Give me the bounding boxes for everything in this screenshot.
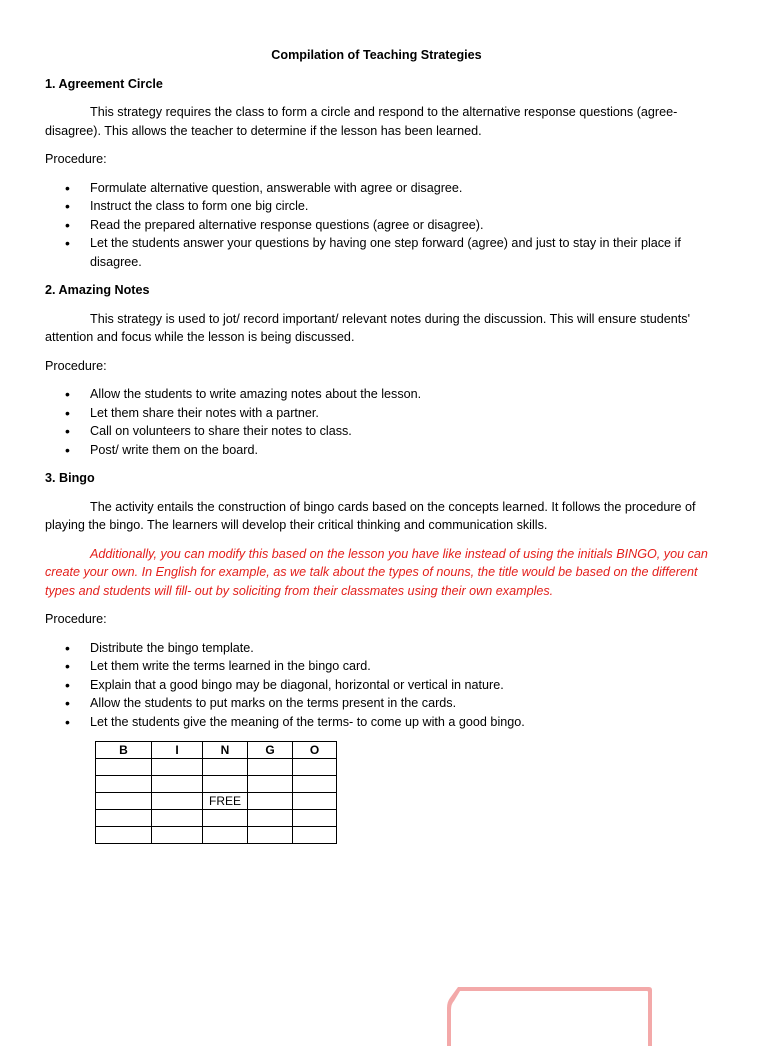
bingo-cell (293, 827, 337, 844)
section-heading-agreement-circle: 1. Agreement Circle (45, 76, 163, 91)
bingo-cell (203, 776, 248, 793)
stamp-icon (446, 986, 653, 1046)
table-row (96, 793, 337, 810)
bingo-cell-free: FREE (203, 793, 248, 810)
document-page (45, 46, 708, 844)
section-intro-amazing-notes: This strategy is used to jot/ record important/ relevant notes during the discussion. This will ensure students' attention and focus while the lesson is being discussed. (45, 311, 690, 344)
bingo-cell (248, 827, 293, 844)
bingo-header-cell: G (248, 742, 293, 759)
bingo-cell (152, 810, 203, 827)
procedure-step: • Read the prepared alternative response questions (agree or disagree). (45, 216, 708, 235)
bingo-header-cell: I (152, 742, 203, 759)
bingo-cell (248, 810, 293, 827)
section-note-bingo: Additionally, you can modify this based on the lesson you have like instead of using the initials BINGO, you can create your own. In English for example, as we talk about the types of nouns, the title would be based on the different types and students will fill- out by soliciting from their classmates using their own examples. (45, 546, 708, 598)
bingo-cell (96, 827, 152, 844)
section-intro-bingo: The activity entails the construction of bingo cards based on the concepts learned. It follows the procedure of playing the bingo. The learners will develop their critical thinking and communication skills. (45, 499, 696, 532)
bingo-cell (293, 793, 337, 810)
bingo-cell (152, 827, 203, 844)
procedure-step: • Formulate alternative question, answerable with agree or disagree. (45, 179, 708, 198)
section-intro-agreement-circle: This strategy requires the class to form a circle and respond to the alternative response questions (agree-disagree). This allows the teacher to determine if the lesson has been learned. (45, 105, 678, 138)
bingo-table (95, 741, 337, 844)
procedure-step: • Let the students give the meaning of the terms- to come up with a good bingo. (45, 713, 708, 732)
bingo-cell (248, 776, 293, 793)
bingo-cell (293, 776, 337, 793)
procedure-label: Procedure: (45, 612, 107, 626)
procedure-step: • Let them share their notes with a partner. (45, 404, 708, 423)
procedure-label: Procedure: (45, 152, 107, 166)
section-heading-bingo: 3. Bingo (45, 471, 95, 485)
table-row (96, 759, 337, 776)
procedure-step: • Allow the students to write amazing notes about the lesson. (45, 385, 708, 404)
bingo-cell (152, 793, 203, 810)
table-row (96, 776, 337, 793)
bingo-header-cell: O (293, 742, 337, 759)
bingo-cell (96, 793, 152, 810)
bingo-cell (96, 759, 152, 776)
bingo-cell (96, 776, 152, 793)
bingo-cell (203, 810, 248, 827)
bingo-cell (203, 827, 248, 844)
procedure-step: • Post/ write them on the board. (45, 441, 708, 460)
procedure-step: • Instruct the class to form one big circle. (45, 197, 708, 216)
table-row (96, 827, 337, 844)
section-heading-amazing-notes: 2. Amazing Notes (45, 283, 150, 297)
bingo-cell (248, 759, 293, 776)
procedure-label: Procedure: (45, 358, 107, 373)
document-title: Compilation of Teaching Strategies (271, 48, 482, 62)
bingo-cell (152, 776, 203, 793)
bingo-cell (152, 759, 203, 776)
procedure-step: • Explain that a good bingo may be diagonal, horizontal or vertical in nature. (45, 676, 708, 695)
procedure-step: • Let them write the terms learned in the bingo card. (45, 657, 708, 676)
procedure-step: • Allow the students to put marks on the terms present in the cards. (45, 694, 708, 713)
bingo-cell (293, 810, 337, 827)
bingo-header-cell: N (203, 742, 248, 759)
bingo-cell (248, 793, 293, 810)
bingo-header-row (96, 742, 337, 759)
table-row (96, 810, 337, 827)
bingo-header-cell: B (96, 742, 152, 759)
procedure-list-bingo (45, 639, 708, 732)
bingo-cell (293, 759, 337, 776)
procedure-list-agreement-circle (45, 179, 708, 272)
bingo-cell (203, 759, 248, 776)
bingo-cell (96, 810, 152, 827)
procedure-step: • Call on volunteers to share their notes to class. (45, 422, 708, 441)
procedure-step: • Distribute the bingo template. (45, 639, 708, 658)
procedure-step: • Let the students answer your questions by having one step forward (agree) and just to stay in their place if disagree. (45, 234, 708, 271)
procedure-list-amazing-notes (45, 385, 708, 459)
